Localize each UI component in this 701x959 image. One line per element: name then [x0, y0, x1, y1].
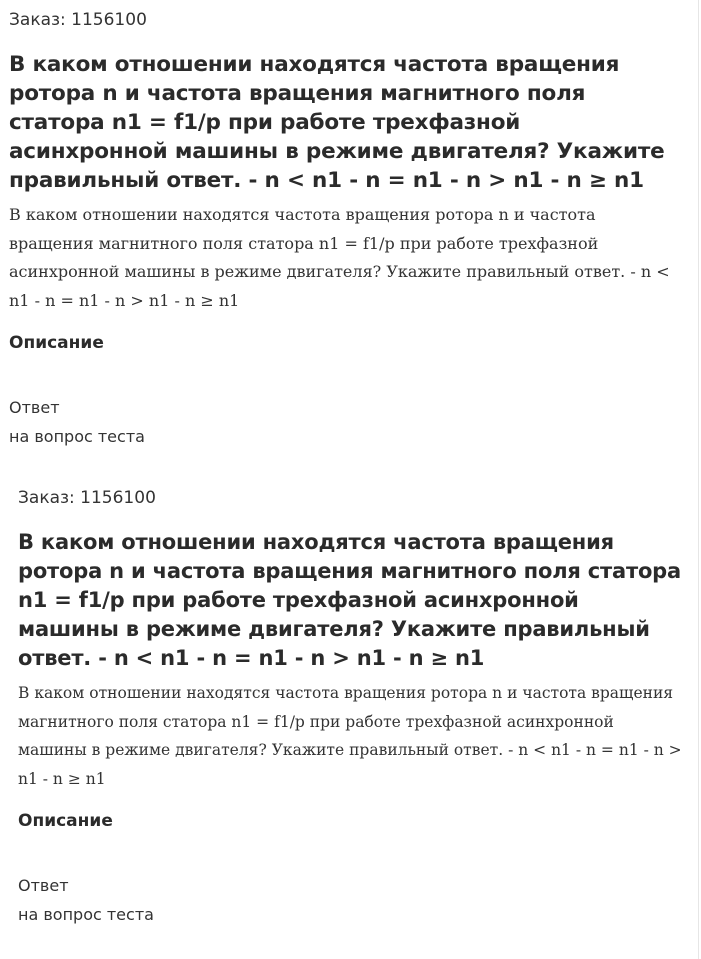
question-title[interactable]: В каком отношении находятся частота вращения ротора n и частота вращения магнитного поля статора n1 = f1/p при работе трехфазной асинхронной машины в режиме двигателя? Укажите правильный ответ. - n < n1 - n = n1 - n > n1 - n ≥ n1 — [18, 530, 681, 670]
question-description: В каком отношении находятся частота вращения ротора n и частота вращения магнитного поля статора n1 = f1/p при работе трехфазной асинхронной машины в режиме двигателя? Укажите правильный ответ. - n < n1 - n = n1 - n > n1 - n ≥ n1 — [9, 205, 670, 310]
answer-label-line-2: на вопрос теста — [18, 905, 154, 924]
answer-label-line-2: на вопрос теста — [9, 427, 145, 446]
page-divider — [698, 0, 699, 959]
description-heading: Описание — [9, 333, 104, 353]
answer-label-line-1: Ответ — [18, 876, 69, 895]
order-card — [9, 8, 679, 451]
description-heading: Описание — [18, 811, 113, 831]
order-card — [18, 486, 682, 929]
order-number: Заказ: 1156100 — [9, 10, 147, 30]
answer-label — [18, 871, 682, 929]
answer-label-line-1: Ответ — [9, 398, 60, 417]
question-title[interactable]: В каком отношении находятся частота вращения ротора n и частота вращения магнитного поля статора n1 = f1/p при работе трехфазной асинхронной машины в режиме двигателя? Укажите правильный ответ. - n < n1 - n = n1 - n > n1 - n ≥ n1 — [9, 52, 665, 193]
order-number: Заказ: 1156100 — [18, 488, 156, 508]
question-description: В каком отношении находятся частота вращения ротора n и частота вращения магнитного поля статора n1 = f1/p при работе трехфазной асинхронной машины в режиме двигателя? Укажите правильный ответ. - n < n1 - n = n1 - n > n1 - n ≥ n1 — [18, 684, 682, 788]
answer-label — [9, 393, 679, 451]
